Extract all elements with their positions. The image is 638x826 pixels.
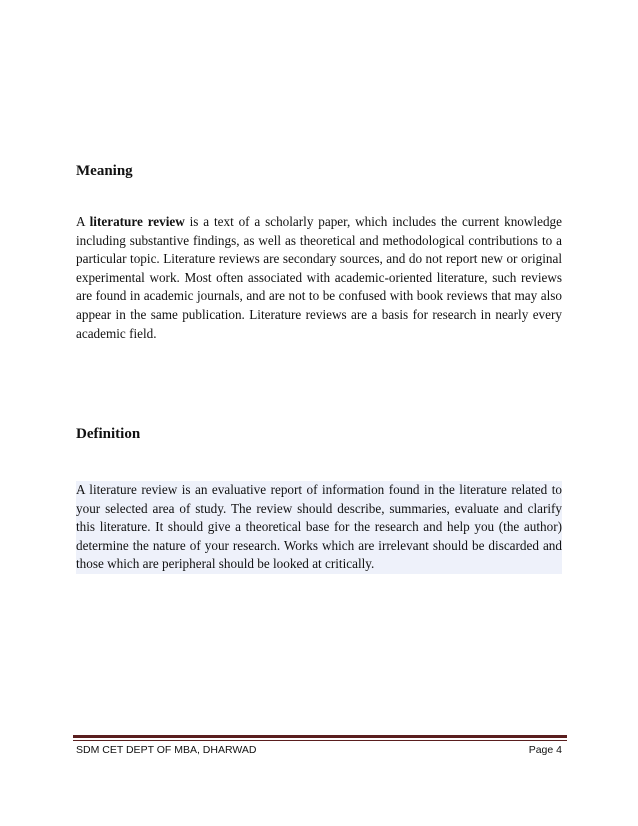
meaning-heading: Meaning — [76, 163, 133, 179]
page-footer — [76, 744, 562, 756]
definition-heading: Definition — [76, 426, 141, 442]
meaning-body-text: is a text of a scholarly paper, which includes the current knowledge including substantive findings, as well as theoretical and methodological contributions to a particular topic. Literature reviews are secondary sources, and do not report new or original experimental work. Most often associated with academic-oriented literature, such reviews are found in academic journals, and are not to be confused with book reviews that may also appear in the same publication. Literature reviews are a basis for research in nearly every academic field. — [76, 214, 562, 341]
footer-rule-thin — [73, 740, 567, 741]
definition-paragraph: A literature review is an evaluative report of information found in the literature related to your selected area of study. The review should describe, summaries, evaluate and clarify this literature. It should give a theoretical base for the research and help you (the author) determine the nature of your research. Works which are irrelevant should be discarded and those which are peripheral should be looked at critically. — [76, 481, 562, 574]
footer-department: SDM CET DEPT OF MBA, DHARWAD — [76, 744, 257, 756]
literature-review-term: literature review — [89, 214, 185, 229]
meaning-lead-text: A — [76, 214, 90, 229]
footer-page-number: Page 4 — [528, 744, 562, 756]
footer-rule — [73, 735, 567, 738]
meaning-paragraph — [76, 213, 562, 343]
